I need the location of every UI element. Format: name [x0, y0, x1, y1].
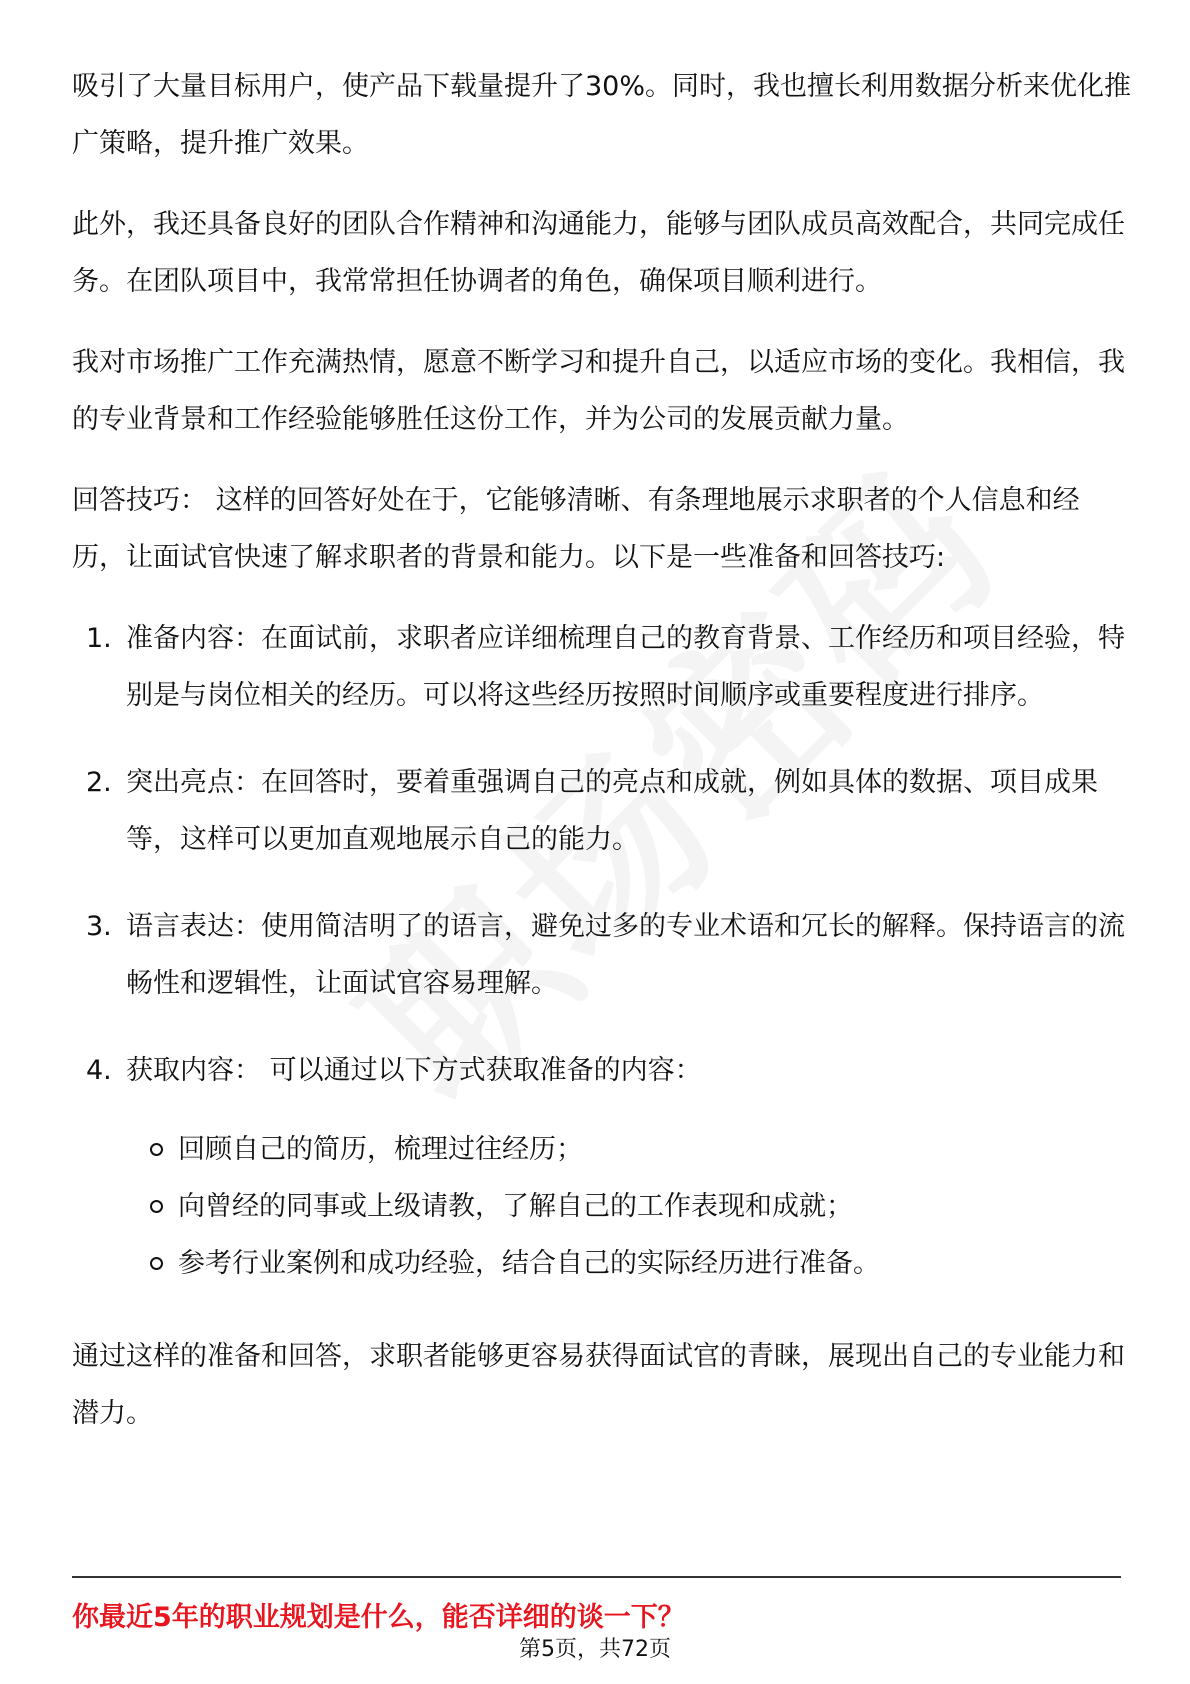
tip-number: 3.	[86, 911, 112, 942]
sub-item-text: 向曾经的同事或上级请教，了解自己的工作表现和成就；	[178, 1191, 853, 1222]
paragraph-passion: 我对市场推广工作充满热情，愿意不断学习和提升自己，以适应市场的变化。我相信，我的专业背景和工作经验能够胜任这份工作，并为公司的发展贡献力量。	[72, 347, 1125, 435]
tip-item	[72, 1042, 1132, 1099]
paragraph-teamwork: 此外，我还具备良好的团队合作精神和沟通能力，能够与团队成员高效配合，共同完成任务。在团队项目中，我常常担任协调者的角色，确保项目顺利进行。	[72, 209, 1125, 297]
tips-list	[72, 610, 1132, 1099]
tip-number: 2.	[86, 767, 112, 798]
tip-text: 准备内容：在面试前，求职者应详细梳理自己的教育背景、工作经历和项目经验，特别是与岗位相关的经历。可以将这些经历按照时间顺序或重要程度进行排序。	[126, 623, 1125, 711]
tip-item	[72, 754, 1132, 868]
section-divider	[72, 1576, 1121, 1578]
sub-list-item	[72, 1121, 1132, 1178]
paragraph-conclusion: 通过这样的准备和回答，求职者能够更容易获得面试官的青睐，展现出自己的专业能力和潜力。	[72, 1341, 1125, 1429]
page-number: 第5页，共72页	[519, 1637, 671, 1662]
tip-item	[72, 898, 1132, 1012]
sub-list-item	[72, 1235, 1132, 1292]
bullet-circle-icon	[150, 1257, 163, 1270]
tip-number: 1.	[86, 623, 112, 654]
sub-item-text: 参考行业案例和成功经验，结合自己的实际经历进行准备。	[178, 1248, 880, 1279]
tip-number: 4.	[86, 1055, 112, 1086]
tip-text: 获取内容： 可以通过以下方式获取准备的内容：	[126, 1055, 702, 1086]
sub-list	[72, 1121, 1132, 1292]
sub-list-item	[72, 1178, 1132, 1235]
bullet-circle-icon	[150, 1143, 163, 1156]
page-content	[72, 58, 1132, 1466]
paragraph-answer-tips: 回答技巧： 这样的回答好处在于，它能够清晰、有条理地展示求职者的个人信息和经历，让面试官快速了解求职者的背景和能力。以下是一些准备和回答技巧:	[72, 485, 1080, 573]
sub-item-text: 回顾自己的简历，梳理过往经历；	[178, 1134, 583, 1165]
tip-item	[72, 610, 1132, 724]
next-question-heading: 你最近5年的职业规划是什么，能否详细的谈一下？	[72, 1602, 685, 1633]
bullet-circle-icon	[150, 1200, 163, 1213]
tip-text: 语言表达：使用简洁明了的语言，避免过多的专业术语和冗长的解释。保持语言的流畅性和逻辑性，让面试官容易理解。	[126, 911, 1125, 999]
tip-text: 突出亮点：在回答时，要着重强调自己的亮点和成就，例如具体的数据、项目成果等，这样可以更加直观地展示自己的能力。	[126, 767, 1098, 855]
paragraph-achievement: 吸引了大量目标用户，使产品下载量提升了30%。同时，我也擅长利用数据分析来优化推广策略，提升推广效果。	[72, 71, 1132, 159]
